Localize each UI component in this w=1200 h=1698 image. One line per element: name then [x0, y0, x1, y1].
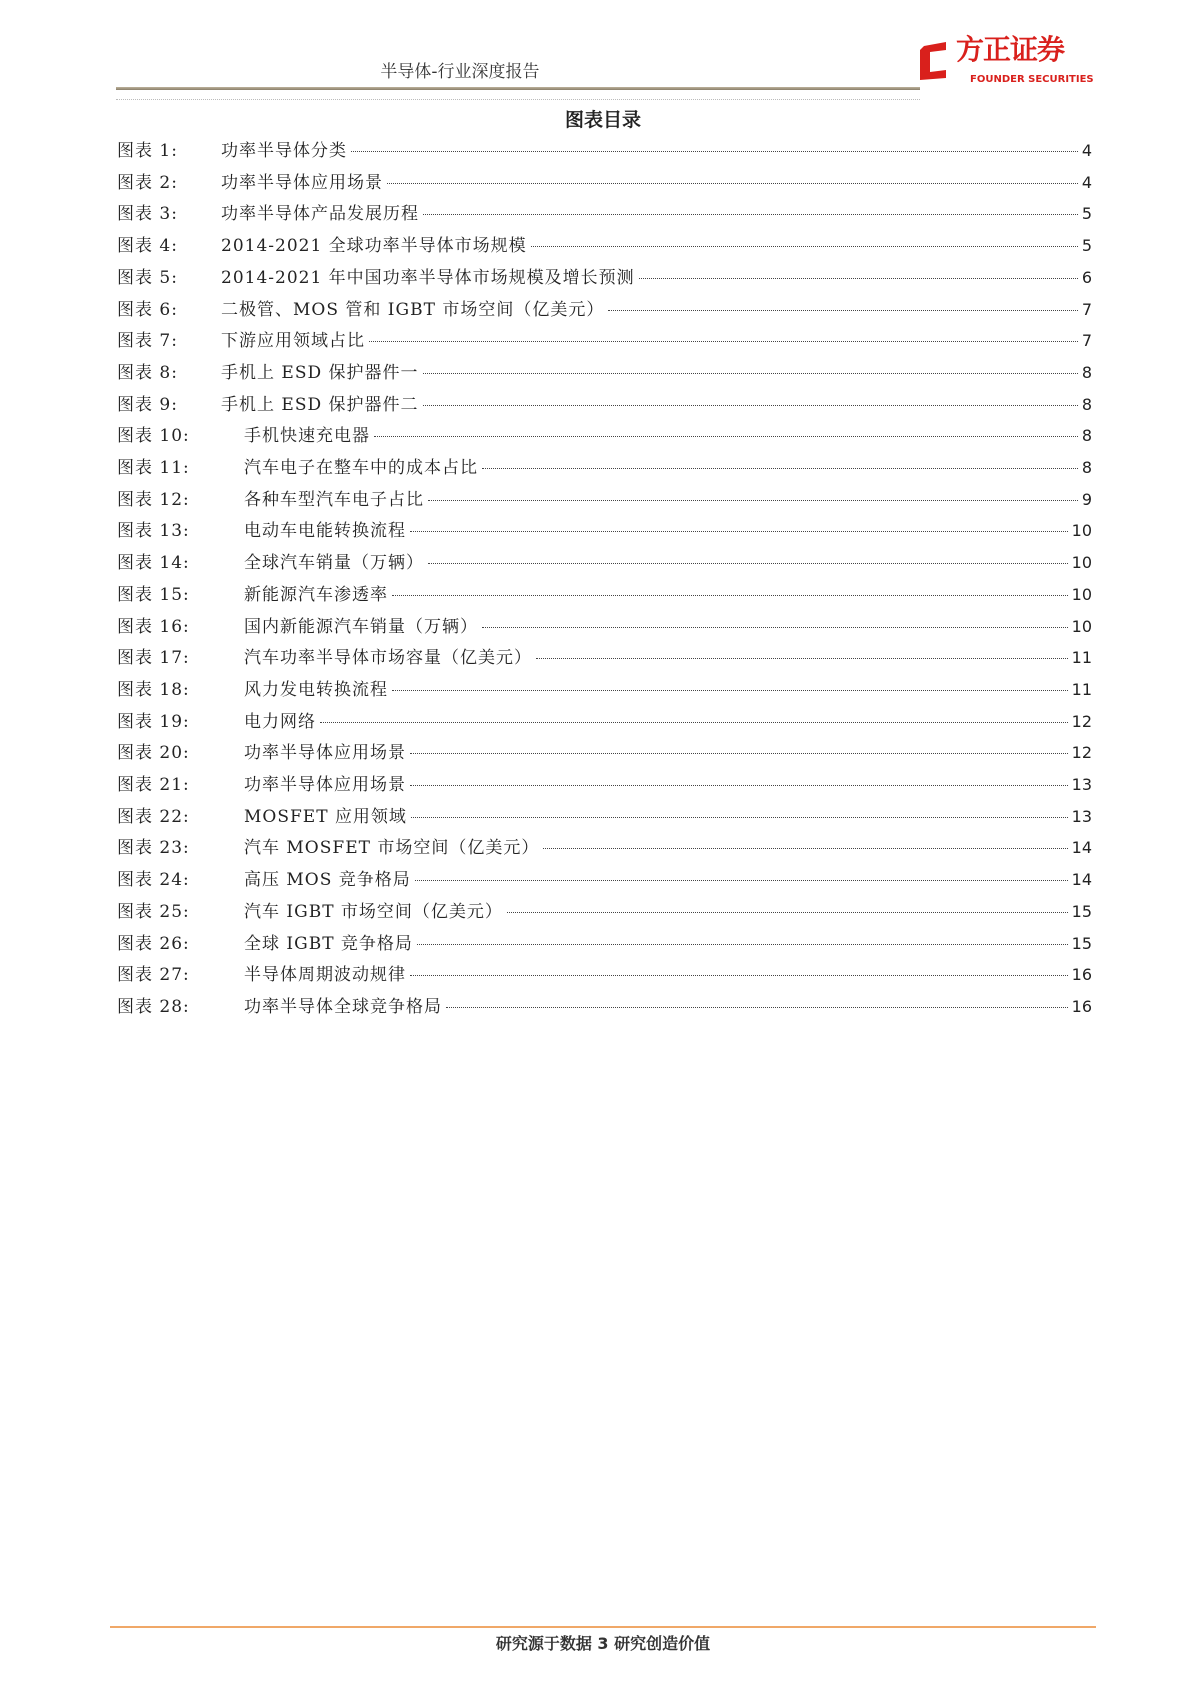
toc-entry-label: 图表 14:: [117, 553, 190, 574]
toc-entry[interactable]: [117, 679, 1092, 709]
toc-entry-label: 图表 18:: [117, 679, 190, 700]
toc-entry-page: 10: [1071, 553, 1092, 573]
toc-entry-title: 电力网络: [244, 711, 316, 732]
report-header-title: 半导体-行业深度报告: [380, 62, 540, 82]
toc-entry-label: 图表 4:: [117, 236, 178, 257]
toc-entry-page: 11: [1071, 648, 1092, 668]
toc-entry-label: 图表 21:: [117, 775, 190, 795]
toc-entry-page: 10: [1071, 616, 1092, 636]
toc-entry-title: 各种车型汽车电子占比: [244, 489, 424, 510]
toc-entry-title: 功率半导体应用场景: [244, 775, 406, 795]
toc-entry-page: 5: [1081, 236, 1092, 256]
toc-leader-dots: [320, 722, 1068, 723]
toc-entry-title: 手机上 ESD 保护器件二: [221, 394, 419, 415]
logo-text-cn: 方正证券: [956, 33, 1065, 66]
toc-leader-dots: [374, 436, 1078, 437]
toc-entry-title: 下游应用领域占比: [221, 331, 365, 352]
toc-leader-dots: [410, 531, 1068, 532]
toc-entry-title: 电动车电能转换流程: [244, 521, 406, 542]
toc-entry-title: 半导体周期波动规律: [244, 965, 406, 986]
toc-entry-label: 图表 24:: [117, 870, 190, 891]
toc-entry-title: 2014-2021 全球功率半导体市场规模: [221, 236, 527, 257]
toc-leader-dots: [369, 341, 1078, 342]
toc-entry-page: 7: [1081, 299, 1092, 319]
toc-entry-label: 图表 9:: [117, 394, 178, 415]
toc-entry[interactable]: [117, 330, 1092, 360]
toc-entry[interactable]: [117, 235, 1092, 265]
toc-entry-title: 全球 IGBT 竞争格局: [244, 933, 413, 954]
toc-leader-dots: [608, 310, 1077, 311]
toc-entry[interactable]: [117, 425, 1092, 455]
footer-text: 研究源于数据 3 研究创造价值: [495, 1634, 711, 1653]
toc-entry-title: 新能源汽车渗透率: [244, 584, 388, 605]
toc-entry-title: 功率半导体应用场景: [244, 743, 406, 764]
toc-entry-title: 高压 MOS 竞争格局: [244, 870, 411, 891]
toc-entry-page: 13: [1071, 806, 1092, 826]
toc-entry-label: 图表 20:: [117, 743, 190, 764]
toc-entry-title: 汽车 IGBT 市场空间（亿美元）: [244, 901, 503, 922]
toc-entry-label: 图表 15:: [117, 584, 190, 605]
toc-entry[interactable]: [117, 647, 1092, 677]
toc-entry-page: 16: [1071, 965, 1092, 985]
toc-entry-page: 14: [1071, 838, 1092, 858]
toc-entry-label: 图表 22:: [117, 806, 190, 827]
toc-entry-title: 功率半导体分类: [221, 141, 347, 161]
toc-entry-page: 10: [1071, 521, 1092, 541]
toc-entry[interactable]: [117, 140, 1092, 170]
toc-leader-dots: [392, 595, 1068, 596]
toc-entry[interactable]: [117, 996, 1092, 1026]
toc-entry[interactable]: [117, 394, 1092, 424]
footer-divider: [110, 1626, 1096, 1628]
toc-leader-dots: [415, 880, 1068, 881]
toc-entry-label: 图表 13:: [117, 521, 190, 542]
toc-leader-dots: [482, 627, 1068, 628]
toc-entry-page: 8: [1081, 426, 1092, 446]
toc-entry-label: 图表 12:: [117, 489, 190, 510]
toc-entry-page: 8: [1081, 362, 1092, 382]
toc-entry-title: 全球汽车销量（万辆）: [244, 553, 424, 574]
toc-entry[interactable]: [117, 520, 1092, 550]
toc-entry-page: 16: [1071, 996, 1092, 1016]
toc-leader-dots: [543, 848, 1067, 849]
toc-entry-label: 图表 3:: [117, 204, 178, 225]
toc-title: 图表目录: [564, 109, 641, 131]
logo-mark-icon: [916, 40, 950, 80]
toc-entry-title: 手机快速充电器: [244, 426, 370, 447]
toc-leader-dots: [507, 912, 1068, 913]
toc-entry-page: 8: [1081, 458, 1092, 477]
toc-entry[interactable]: [117, 933, 1092, 963]
toc-entry-label: 图表 26:: [117, 933, 190, 954]
header-dotted-divider: [116, 99, 920, 100]
toc-leader-dots: [417, 944, 1068, 945]
toc-entry-page: 10: [1071, 584, 1092, 604]
toc-entry-page: 12: [1071, 711, 1092, 731]
toc-entry-page: 6: [1081, 267, 1092, 287]
toc-leader-dots: [410, 753, 1068, 754]
toc-entry-label: 图表 16:: [117, 616, 190, 637]
toc-entry[interactable]: [117, 267, 1092, 297]
toc-entry[interactable]: [117, 584, 1092, 614]
toc-entry-page: 14: [1071, 870, 1092, 890]
toc-entry-label: 图表 6:: [117, 299, 178, 320]
toc-entry[interactable]: [117, 869, 1092, 899]
toc-entry-title: 功率半导体产品发展历程: [221, 204, 419, 225]
toc-entry-label: 图表 8:: [117, 362, 178, 383]
header-divider: [116, 87, 920, 90]
toc-entry[interactable]: [117, 362, 1092, 392]
toc-entry-title: 风力发电转换流程: [244, 679, 388, 700]
toc-entry-label: 图表 25:: [117, 901, 190, 922]
toc-leader-dots: [423, 214, 1078, 215]
toc-entry-label: 图表 1:: [117, 141, 178, 161]
toc-entry-page: 13: [1071, 775, 1092, 794]
toc-entry[interactable]: [117, 299, 1092, 329]
toc-entry-label: 图表 23:: [117, 838, 190, 859]
toc-entry-page: 11: [1071, 679, 1092, 699]
toc-entry-page: 8: [1081, 394, 1092, 414]
toc-entry-page: 4: [1081, 141, 1092, 160]
toc-entry-page: 5: [1081, 204, 1092, 224]
toc-entry-page: 15: [1071, 901, 1092, 921]
toc-leader-dots: [482, 468, 1078, 469]
toc-entry-title: 2014-2021 年中国功率半导体市场规模及增长预测: [221, 267, 635, 288]
toc-entry[interactable]: [117, 711, 1092, 741]
toc-entry-label: 图表 17:: [117, 648, 190, 669]
toc-entry-title: MOSFET 应用领域: [244, 806, 407, 827]
toc-leader-dots: [387, 183, 1078, 184]
toc-entry-page: 12: [1071, 743, 1092, 763]
logo-text-en: FOUNDER SECURITIES: [970, 74, 1094, 85]
toc-leader-dots: [531, 246, 1078, 247]
toc-entry-title: 汽车 MOSFET 市场空间（亿美元）: [244, 838, 540, 859]
toc-leader-dots: [428, 500, 1078, 501]
toc-entry-label: 图表 27:: [117, 965, 190, 986]
toc-entry-label: 图表 11:: [117, 458, 190, 478]
toc-entry[interactable]: [117, 616, 1092, 646]
toc-leader-dots: [428, 563, 1068, 564]
toc-entry-title: 汽车功率半导体市场容量（亿美元）: [244, 648, 532, 669]
toc-entry-title: 手机上 ESD 保护器件一: [221, 362, 419, 383]
toc-entry-label: 图表 7:: [117, 331, 178, 352]
toc-leader-dots: [410, 975, 1068, 976]
toc-entry[interactable]: [117, 552, 1092, 582]
toc-entry[interactable]: [117, 901, 1092, 931]
toc-entry-page: 15: [1071, 933, 1092, 953]
toc-entry-title: 汽车电子在整车中的成本占比: [244, 458, 478, 478]
toc-entry-label: 图表 10:: [117, 426, 190, 447]
toc-leader-dots: [392, 690, 1068, 691]
toc-entry-label: 图表 2:: [117, 172, 178, 193]
toc-entry[interactable]: [117, 457, 1092, 487]
toc-entry-page: 4: [1081, 172, 1092, 192]
toc-entry-label: 图表 5:: [117, 267, 178, 288]
toc-entry[interactable]: [117, 806, 1092, 836]
toc-entry-title: 二极管、MOS 管和 IGBT 市场空间（亿美元）: [221, 299, 605, 320]
toc-leader-dots: [536, 658, 1068, 659]
toc-entry[interactable]: [117, 742, 1092, 772]
toc-entry[interactable]: [117, 489, 1092, 519]
toc-leader-dots: [410, 785, 1068, 786]
toc-leader-dots: [446, 1007, 1068, 1008]
toc-entry-label: 图表 19:: [117, 711, 190, 732]
toc-leader-dots: [423, 405, 1078, 406]
toc-entry-page: 9: [1081, 489, 1092, 509]
toc-leader-dots: [411, 817, 1068, 818]
toc-entry[interactable]: [117, 964, 1092, 994]
toc-leader-dots: [639, 278, 1078, 279]
toc-entry[interactable]: [117, 774, 1092, 804]
toc-entry[interactable]: [117, 837, 1092, 867]
toc-leader-dots: [351, 151, 1078, 152]
toc-entry-page: 7: [1081, 331, 1092, 351]
company-logo: [916, 34, 1100, 90]
toc-entry[interactable]: [117, 172, 1092, 202]
toc-entry-title: 功率半导体应用场景: [221, 172, 383, 193]
toc-entry-label: 图表 28:: [117, 996, 190, 1017]
toc-leader-dots: [423, 373, 1078, 374]
toc-entry-title: 国内新能源汽车销量（万辆）: [244, 616, 478, 637]
toc-entry[interactable]: [117, 203, 1092, 233]
toc-entry-title: 功率半导体全球竞争格局: [244, 996, 442, 1017]
